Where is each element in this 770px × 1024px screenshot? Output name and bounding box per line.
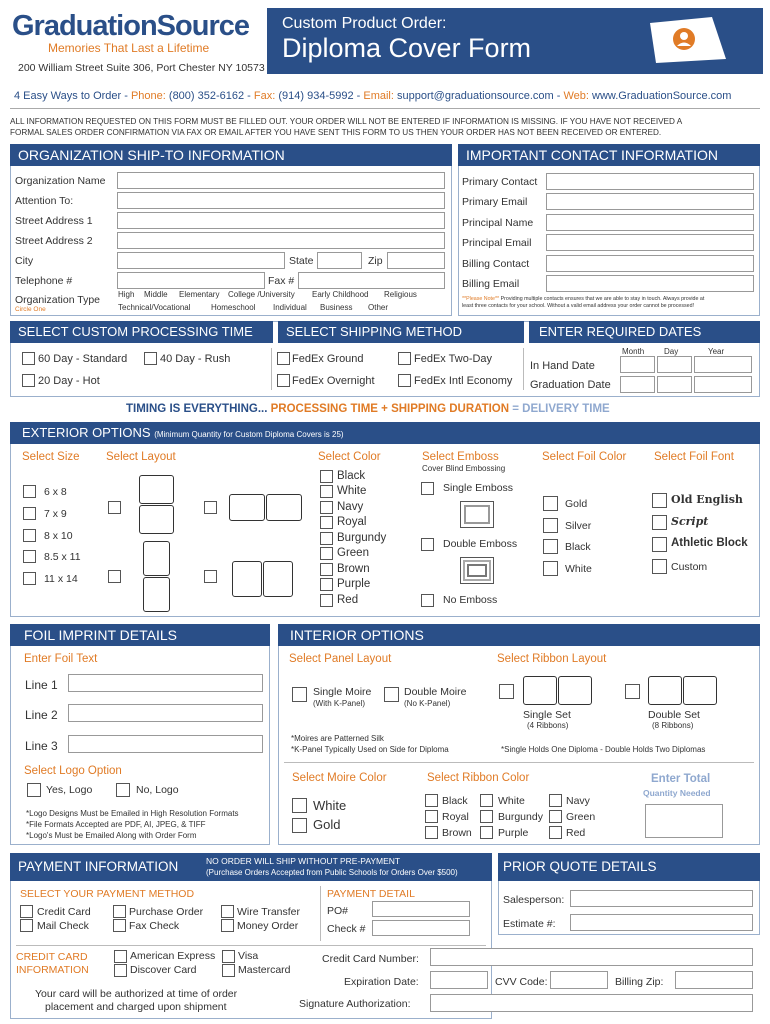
select-logo-label: Select Logo Option — [24, 765, 122, 777]
grad-day[interactable] — [657, 376, 692, 393]
size-6x8-checkbox[interactable] — [23, 485, 36, 498]
logo-note-2: *File Formats Accepted are PDF, AI, JPEG, & TIFF — [26, 820, 206, 829]
color-red-label: Red — [337, 594, 359, 606]
form-title: Diploma Cover Form — [282, 33, 532, 63]
processing-60-checkbox[interactable] — [22, 352, 35, 365]
single-moire-checkbox[interactable] — [292, 687, 307, 702]
line3-input[interactable] — [68, 735, 263, 753]
prepayment-warning: NO ORDER WILL SHIP WITHOUT PRE-PAYMENT — [206, 856, 401, 866]
foil-black-label: Black — [565, 541, 591, 553]
processing-40-checkbox[interactable] — [144, 352, 157, 365]
color-brown-label: Brown — [337, 563, 370, 575]
cc-number-input[interactable] — [430, 948, 753, 966]
single-set-checkbox[interactable] — [499, 684, 514, 699]
logo: GraduationSource — [12, 10, 249, 42]
fedex-overnight-label: FedEx Overnight — [292, 375, 375, 387]
grad-year[interactable] — [694, 376, 752, 393]
fedex-intl-checkbox[interactable] — [398, 374, 411, 387]
visa-label: Visa — [238, 950, 259, 962]
billing-zip-input[interactable] — [675, 971, 753, 989]
estimate-input[interactable] — [570, 914, 753, 931]
layout-side-landscape-checkbox[interactable] — [204, 501, 217, 514]
select-emboss-label: Select Emboss — [422, 451, 499, 463]
double-emboss-checkbox[interactable] — [421, 538, 434, 551]
color-black-label: Black — [337, 470, 366, 482]
fedex-intl-label: FedEx Intl Economy — [414, 375, 513, 387]
fedex-twoday-checkbox[interactable] — [398, 352, 411, 365]
font-athletic-checkbox[interactable] — [652, 537, 667, 552]
double-emboss-illustration — [460, 557, 494, 584]
double-emboss-label: Double Emboss — [443, 538, 518, 550]
dates-header: ENTER REQUIRED DATES — [529, 321, 760, 343]
color-purple-checkbox[interactable] — [320, 578, 333, 591]
check-input[interactable] — [372, 920, 470, 936]
line2-input[interactable] — [68, 704, 263, 722]
moire-white-label: White — [313, 798, 347, 813]
fax-check-checkbox[interactable] — [113, 919, 126, 932]
org-type-individual[interactable]: Individual — [273, 303, 307, 312]
billing-email-input[interactable] — [546, 275, 754, 292]
attention-input[interactable] — [117, 192, 445, 209]
ribbon-purple-checkbox[interactable] — [480, 826, 493, 839]
single-moire-label: Single Moire — [313, 686, 372, 698]
emboss-sub: Cover Blind Embossing — [422, 464, 506, 473]
org-name-input[interactable] — [117, 172, 445, 189]
salesperson-input[interactable] — [570, 890, 753, 907]
ribbon-note: *Single Holds One Diploma - Double Holds Two Diplomas — [501, 745, 706, 754]
org-type-religious[interactable]: Religious — [384, 290, 417, 299]
po-note: (Purchase Orders Accepted from Public Schools for Orders Over $500) — [206, 868, 458, 877]
fedex-twoday-label: FedEx Two-Day — [414, 353, 493, 365]
size-7x9-label: 7 x 9 — [44, 508, 67, 520]
in-hand-year[interactable] — [694, 356, 752, 373]
select-foil-font-label: Select Foil Font — [654, 451, 734, 463]
ribbon-white-checkbox[interactable] — [480, 794, 493, 807]
zip-label: Zip — [368, 255, 383, 267]
fedex-ground-label: FedEx Ground — [292, 353, 364, 365]
layout-top-bottom-tall-illustration — [143, 541, 170, 576]
primary-email-input[interactable] — [546, 193, 754, 210]
in-hand-day[interactable] — [657, 356, 692, 373]
billing-contact-label: Billing Contact — [462, 258, 530, 270]
single-emboss-illustration — [460, 501, 494, 528]
layout-side-portrait-illustration — [232, 561, 262, 597]
enter-foil-text-label: Enter Foil Text — [24, 653, 98, 665]
color-burgundy-checkbox[interactable] — [320, 532, 333, 545]
moire-gold-checkbox[interactable] — [292, 818, 307, 833]
shipping-header: SELECT SHIPPING METHOD — [278, 321, 524, 343]
state-input[interactable] — [317, 252, 362, 269]
amex-label: American Express — [130, 950, 216, 962]
layout-side-portrait-checkbox[interactable] — [204, 570, 217, 583]
mastercard-checkbox[interactable] — [222, 964, 235, 977]
payment-header: PAYMENT INFORMATION — [18, 859, 179, 874]
discover-label: Discover Card — [130, 964, 197, 976]
font-custom-label: Custom — [671, 561, 708, 573]
ribbon-green-label: Green — [566, 811, 596, 823]
foil-white-label: White — [565, 563, 592, 575]
ship-to-header: ORGANIZATION SHIP-TO INFORMATION — [10, 144, 452, 166]
single-emboss-label: Single Emboss — [443, 482, 514, 494]
address1-label: Street Address 1 — [15, 215, 93, 227]
double-set-illustration — [648, 676, 682, 705]
no-logo-label: No, Logo — [136, 784, 179, 796]
salesperson-label: Salesperson: — [503, 894, 565, 906]
org-type-high[interactable]: High — [118, 290, 135, 299]
mastercard-label: Mastercard — [238, 964, 291, 976]
month-label: Month — [622, 347, 645, 356]
font-custom-checkbox[interactable] — [652, 559, 667, 574]
color-purple-label: Purple — [337, 578, 371, 590]
size-8x10-label: 8 x 10 — [44, 530, 73, 542]
line3-label: Line 3 — [25, 739, 58, 753]
single-set-illustration — [523, 676, 557, 705]
po-input[interactable] — [372, 901, 470, 917]
ribbon-red-label: Red — [566, 827, 586, 839]
size-85x11-label: 8.5 x 11 — [44, 551, 81, 563]
principal-email-input[interactable] — [546, 234, 754, 251]
line1-input[interactable] — [68, 674, 263, 692]
graduation-label: Graduation Date — [530, 379, 611, 391]
yes-logo-checkbox[interactable] — [27, 783, 41, 797]
address2-label: Street Address 2 — [15, 235, 93, 247]
foil-white-checkbox[interactable] — [543, 561, 558, 576]
color-white-checkbox[interactable] — [320, 485, 333, 498]
select-layout-label: Select Layout — [106, 451, 176, 463]
quantity-needed-label: Quantity Needed — [643, 788, 711, 798]
foil-silver-label: Silver — [565, 520, 592, 532]
form-subtitle: Custom Product Order: — [282, 15, 447, 32]
size-6x8-label: 6 x 8 — [44, 486, 67, 498]
line2-label: Line 2 — [25, 708, 58, 722]
double-moire-checkbox[interactable] — [384, 687, 399, 702]
primary-contact-input[interactable] — [546, 173, 754, 190]
credit-card-checkbox[interactable] — [20, 905, 33, 918]
cc-info-label: CREDIT CARD INFORMATION — [16, 951, 89, 976]
credit-card-label: Credit Card — [37, 906, 91, 918]
double-set-label: Double Set — [648, 709, 700, 721]
processing-60-label: 60 Day - Standard — [38, 353, 128, 365]
processing-20-checkbox[interactable] — [22, 374, 35, 387]
billing-email-label: Billing Email — [462, 278, 520, 290]
tagline: Memories That Last a Lifetime — [48, 41, 210, 55]
color-navy-checkbox[interactable] — [320, 501, 333, 514]
check-label: Check # — [327, 923, 366, 935]
interior-header: INTERIOR OPTIONS — [278, 624, 760, 646]
single-set-label: Single Set — [523, 709, 571, 721]
po-label: PO# — [327, 905, 349, 917]
primary-contact-label: Primary Contact — [462, 176, 538, 188]
layout-top-bottom-illustration — [139, 475, 174, 504]
org-type-other[interactable]: Other — [368, 303, 389, 312]
cvv-label: CVV Code: — [495, 976, 548, 988]
org-type-elementary[interactable]: Elementary — [179, 290, 220, 299]
logo-note-1: *Logo Designs Must be Emailed in High Resolution Formats — [26, 809, 239, 818]
double-moire-sub: (No K-Panel) — [404, 699, 451, 708]
contact-note: **Please Note** Providing multiple contacts ensures that we are able to stay in touch. Always provide at least three contacts for your school. Without a valid email address your order cannot be processed! — [462, 296, 705, 309]
processing-header: SELECT CUSTOM PROCESSING TIME — [10, 321, 273, 343]
single-moire-sub: (With K-Panel) — [313, 699, 366, 708]
ribbon-brown-label: Brown — [442, 827, 472, 839]
color-red-checkbox[interactable] — [320, 594, 333, 607]
foil-gold-checkbox[interactable] — [543, 496, 558, 511]
principal-name-input[interactable] — [546, 214, 754, 231]
foil-gold-label: Gold — [565, 498, 588, 510]
billing-zip-label: Billing Zip: — [615, 976, 664, 988]
imprint-header: FOIL IMPRINT DETAILS — [10, 624, 270, 646]
payment-detail-label: PAYMENT DETAIL — [327, 888, 415, 900]
layout-side-landscape-illustration — [229, 494, 265, 521]
ordering-methods: 4 Easy Ways to Order - Phone: (800) 352-6162 - Fax: (914) 934-5992 - Email: support@graduationsource.com - Web: www.GraduationSource.com — [14, 90, 732, 102]
double-set-sub: (8 Ribbons) — [652, 721, 694, 730]
timing-banner: TIMING IS EVERYTHING... PROCESSING TIME + SHIPPING DURATION = DELIVERY TIME — [126, 403, 610, 415]
address1-input[interactable] — [117, 212, 445, 229]
city-input[interactable] — [117, 252, 285, 269]
color-black-checkbox[interactable] — [320, 470, 333, 483]
contact-header: IMPORTANT CONTACT INFORMATION — [458, 144, 760, 166]
size-8x10-checkbox[interactable] — [23, 529, 36, 542]
cc-number-label: Credit Card Number: — [322, 953, 419, 965]
notice-line-2: FORMAL SALES ORDER CONFIRMATION VIA FAX OR EMAIL AFTER YOU HAVE SENT THIS FORM TO US THEN YOUR ORDER HAS NOT BEEN RECEIVED OR ENTERED. — [10, 128, 662, 137]
ribbon-purple-label: Purple — [498, 827, 529, 839]
select-foil-color-label: Select Foil Color — [542, 451, 627, 463]
moire-white-checkbox[interactable] — [292, 798, 307, 813]
select-moire-color-label: Select Moire Color — [292, 772, 387, 784]
org-type-early-childhood[interactable]: Early Childhood — [312, 290, 369, 299]
font-script-checkbox[interactable] — [652, 515, 667, 530]
double-set-checkbox[interactable] — [625, 684, 640, 699]
ribbon-green-checkbox[interactable] — [549, 810, 562, 823]
org-type-technical[interactable]: Technical/Vocational — [118, 303, 191, 312]
amex-checkbox[interactable] — [114, 950, 127, 963]
ribbon-white-label: White — [498, 795, 525, 807]
wire-transfer-label: Wire Transfer — [237, 906, 301, 918]
in-hand-label: In Hand Date — [530, 360, 595, 372]
signature-input[interactable] — [430, 994, 753, 1012]
org-type-homeschool[interactable]: Homeschool — [211, 303, 256, 312]
expiration-input[interactable] — [430, 971, 488, 989]
color-green-checkbox[interactable] — [320, 547, 333, 560]
no-emboss-label: No Emboss — [443, 594, 498, 606]
size-11x14-checkbox[interactable] — [23, 572, 36, 585]
circle-one-note: Circle One — [15, 306, 46, 313]
mail-check-label: Mail Check — [37, 920, 89, 932]
fedex-overnight-checkbox[interactable] — [277, 374, 290, 387]
no-logo-checkbox[interactable] — [116, 783, 130, 797]
cvv-input[interactable] — [550, 971, 608, 989]
ribbon-navy-label: Navy — [566, 795, 590, 807]
size-7x9-checkbox[interactable] — [23, 507, 36, 520]
quantity-input[interactable] — [645, 804, 723, 838]
line1-label: Line 1 — [25, 678, 58, 692]
select-size-label: Select Size — [22, 451, 80, 463]
color-white-label: White — [337, 485, 367, 497]
select-panel-label: Select Panel Layout — [289, 653, 392, 665]
font-old-english-checkbox[interactable] — [652, 493, 667, 508]
in-hand-month[interactable] — [620, 356, 655, 373]
purchase-order-checkbox[interactable] — [113, 905, 126, 918]
double-moire-label: Double Moire — [404, 686, 467, 698]
color-royal-label: Royal — [337, 516, 367, 528]
font-script-label: Script — [671, 515, 709, 528]
color-royal-checkbox[interactable] — [320, 516, 333, 529]
signature-label: Signature Authorization: — [299, 998, 411, 1010]
color-burgundy-label: Burgundy — [337, 532, 387, 544]
foil-silver-checkbox[interactable] — [543, 518, 558, 533]
mail-check-checkbox[interactable] — [20, 919, 33, 932]
enter-total-label: Enter Total — [651, 773, 711, 785]
processing-40-label: 40 Day - Rush — [160, 353, 231, 365]
ribbon-burgundy-checkbox[interactable] — [480, 810, 493, 823]
ribbon-brown-checkbox[interactable] — [425, 826, 438, 839]
city-label: City — [15, 255, 34, 267]
font-old-english-label: Old English — [671, 493, 743, 506]
company-address: 200 William Street Suite 306, Port Chester NY 10573 — [18, 62, 265, 74]
telephone-label: Telephone # — [15, 275, 73, 287]
money-order-label: Money Order — [237, 920, 299, 932]
ribbon-red-checkbox[interactable] — [549, 826, 562, 839]
purchase-order-label: Purchase Order — [129, 906, 204, 918]
auth-note-1: Your card will be authorized at time of order — [35, 988, 238, 1000]
color-green-label: Green — [337, 547, 369, 559]
color-brown-checkbox[interactable] — [320, 563, 333, 576]
single-set-sub: (4 Ribbons) — [527, 721, 569, 730]
logo-note-3: *Logo's Must be Emailed Along with Order Form — [26, 831, 197, 840]
auth-note-2: placement and charged upon shipment — [45, 1001, 227, 1013]
select-ribbon-color-label: Select Ribbon Color — [427, 772, 530, 784]
foil-black-checkbox[interactable] — [543, 539, 558, 554]
ribbon-navy-checkbox[interactable] — [549, 794, 562, 807]
grad-month[interactable] — [620, 376, 655, 393]
payment-method-label: SELECT YOUR PAYMENT METHOD — [20, 888, 195, 900]
quote-header: PRIOR QUOTE DETAILS — [503, 859, 657, 874]
moire-note-2: *K-Panel Typically Used on Side for Diploma — [291, 745, 449, 754]
ribbon-royal-checkbox[interactable] — [425, 810, 438, 823]
diploma-cover-icon — [642, 15, 732, 65]
single-emboss-checkbox[interactable] — [421, 482, 434, 495]
org-name-label: Organization Name — [15, 175, 106, 187]
zip-input[interactable] — [387, 252, 445, 269]
day-label: Day — [664, 347, 679, 356]
ribbon-black-checkbox[interactable] — [425, 794, 438, 807]
estimate-label: Estimate #: — [503, 918, 556, 930]
state-label: State — [289, 255, 314, 267]
size-11x14-label: 11 x 14 — [44, 573, 78, 585]
principal-name-label: Principal Name — [462, 217, 534, 229]
select-color-label: Select Color — [318, 451, 381, 463]
layout-top-bottom-checkbox[interactable] — [108, 501, 121, 514]
processing-20-label: 20 Day - Hot — [38, 375, 100, 387]
yes-logo-label: Yes, Logo — [46, 784, 93, 796]
fax-input[interactable] — [298, 272, 445, 289]
expiration-label: Expiration Date: — [344, 976, 419, 988]
address2-input[interactable] — [117, 232, 445, 249]
moire-note-1: *Moires are Patterned Silk — [291, 734, 384, 743]
font-athletic-label: Athletic Block — [671, 537, 748, 549]
billing-contact-input[interactable] — [546, 255, 754, 272]
discover-checkbox[interactable] — [114, 964, 127, 977]
ribbon-burgundy-label: Burgundy — [498, 811, 543, 823]
org-type-label: Organization Type — [15, 294, 101, 306]
select-ribbon-label: Select Ribbon Layout — [497, 653, 607, 665]
principal-email-label: Principal Email — [462, 237, 532, 249]
year-label: Year — [708, 347, 725, 356]
primary-email-label: Primary Email — [462, 196, 528, 208]
notice-line-1: ALL INFORMATION REQUESTED ON THIS FORM MUST BE FILLED OUT. YOUR ORDER WILL NOT BE ENTERED IF INFORMATION IS MISSING. IF YOU HAVE NOT RECEIVED A — [10, 117, 683, 126]
org-type-college[interactable]: College /University — [228, 290, 295, 299]
org-type-middle[interactable]: Middle — [144, 290, 168, 299]
org-type-business[interactable]: Business — [320, 303, 353, 312]
no-emboss-checkbox[interactable] — [421, 594, 434, 607]
visa-checkbox[interactable] — [222, 950, 235, 963]
attention-label: Attention To: — [15, 195, 74, 207]
wire-transfer-checkbox[interactable] — [221, 905, 234, 918]
ribbon-black-label: Black — [442, 795, 468, 807]
fax-label: Fax # — [268, 275, 295, 287]
size-85x11-checkbox[interactable] — [23, 550, 36, 563]
money-order-checkbox[interactable] — [221, 919, 234, 932]
fedex-ground-checkbox[interactable] — [277, 352, 290, 365]
layout-top-bottom-tall-checkbox[interactable] — [108, 570, 121, 583]
ribbon-royal-label: Royal — [442, 811, 469, 823]
moire-gold-label: Gold — [313, 817, 341, 832]
telephone-input[interactable] — [117, 272, 265, 289]
fax-check-label: Fax Check — [129, 920, 180, 932]
color-navy-label: Navy — [337, 501, 364, 513]
exterior-header: EXTERIOR OPTIONS (Minimum Quantity for Custom Diploma Covers is 25) — [22, 425, 344, 440]
